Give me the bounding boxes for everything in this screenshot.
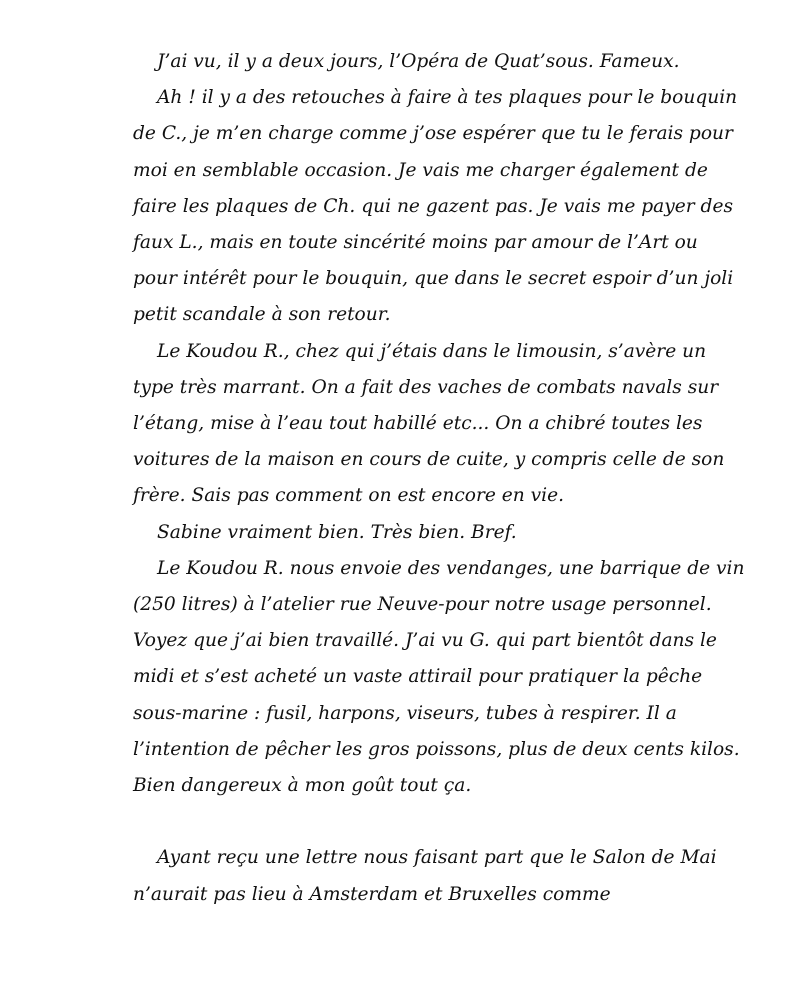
text-line: sous-marine : fusil, harpons, viseurs, tubes à respirer. Il a [133, 702, 677, 724]
text-line: petit scandale à son retour. [133, 304, 391, 326]
text-line: pour intérêt pour le bouquin, que dans le secret espoir d’un joli [133, 268, 734, 290]
paragraph-sabine [133, 515, 693, 551]
text-line: Le Koudou R., chez qui j’étais dans le limousin, s’avère un [157, 340, 707, 362]
text-line: de C., je m’en charge comme j’ose espérer que tu le ferais pour [133, 123, 733, 145]
text-line: faire les plaques de Ch. qui ne gazent pas. Je vais me payer des [133, 195, 733, 217]
text-line: l’étang, mise à l’eau tout habillé etc... On a chibré toutes les [133, 413, 703, 435]
text-line: faux L., mais en toute sincérité moins par amour de l’Art ou [133, 232, 698, 254]
text-line: voitures de la maison en cours de cuite, y compris celle de son [133, 449, 725, 471]
text-line: Voyez que j’ai bien travaillé. J’ai vu G. qui part bientôt dans le [133, 630, 717, 652]
text-line: n’aurait pas lieu à Amsterdam et Bruxelles comme [133, 883, 611, 905]
text-line: Bien dangereux à mon goût tout ça. [133, 775, 472, 797]
text-line: Sabine vraiment bien. Très bien. Bref. [157, 521, 517, 543]
text-line: J’ai vu, il y a deux jours, l’Opéra de Quat’sous. Fameux. [157, 51, 680, 72]
text-line: l’intention de pêcher les gros poissons, plus de deux cents kilos. [133, 738, 740, 760]
paragraph-koudou-limousin [133, 334, 725, 515]
text-line: moi en semblable occasion. Je vais me charger également de [133, 159, 708, 181]
paragraph-opera [133, 44, 693, 80]
letter-page [133, 44, 745, 913]
paragraph-vendanges [133, 551, 745, 804]
paragraph-retouches [133, 80, 738, 333]
text-line: type très marrant. On a fait des vaches de combats navals sur [133, 376, 719, 398]
text-line: frère. Sais pas comment on est encore en vie. [133, 485, 565, 507]
text-line: (250 litres) à l’atelier rue Neuve-pour notre usage personnel. [133, 594, 712, 616]
text-line: midi et s’est acheté un vaste attirail pour pratiquer la pêche [133, 666, 703, 688]
text-line: Ayant reçu une lettre nous faisant part que le Salon de Mai [157, 847, 717, 869]
paragraph-gap [133, 804, 693, 840]
text-line: Ah ! il y a des retouches à faire à tes plaques pour le bouquin [157, 87, 738, 109]
paragraph-salon-de-mai [133, 840, 717, 912]
text-line: Le Koudou R. nous envoie des vendanges, une barrique de vin [157, 557, 745, 579]
